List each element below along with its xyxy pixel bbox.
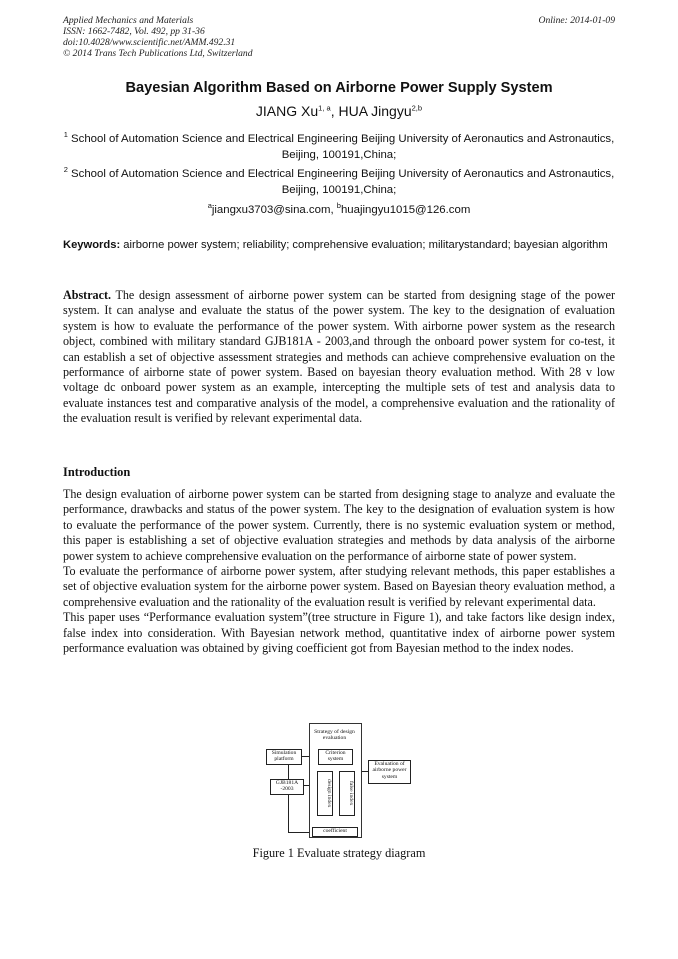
doi: doi:10.4028/www.scientific.net/AMM.492.31: [63, 37, 236, 48]
journal-header: [63, 15, 253, 59]
simulation-box: Simulation platform: [266, 749, 302, 765]
coefficient-box: coefficient: [312, 827, 358, 837]
keywords-text: airborne power system; reliability; comprehensive evaluation; militarystandard; bayesian algorithm: [120, 239, 608, 251]
affiliation-1-text: School of Automation Science and Electrical Engineering Beijing University of Aeronautics and Astronautics, Beijing, 100191,China;: [71, 133, 615, 161]
online-date: Online: 2014-01-09: [538, 15, 615, 26]
affiliation-2-num: 2: [63, 165, 68, 175]
abstract: [63, 288, 615, 427]
emails: [63, 202, 615, 218]
intro-paragraph-2: To evaluate the performance of airborne power system, after studying relevant methods, this paper establishes a set of objective evaluation system for the airborne power system. Based on Bayesian theory evaluation method, a comprehensive evaluation and the rationality of the evaluation result is verified by relevant experimental data.: [63, 564, 615, 609]
evaluation-box: Evaluation of airborne power system: [368, 760, 411, 784]
strategy-label: Strategy of design evaluation: [314, 729, 355, 742]
affiliation-2: [63, 166, 615, 198]
design-index-box: design index: [317, 771, 333, 816]
copyright: © 2014 Trans Tech Publications Ltd, Switzerland: [63, 48, 253, 59]
figure-caption: Figure 1 Evaluate strategy diagram: [252, 846, 426, 860]
author-2: HUA Jingyu: [338, 103, 412, 119]
introduction-heading: Introduction: [63, 465, 131, 479]
email-b[interactable]: huajingyu1015@126.com: [340, 204, 471, 216]
intro-paragraph-3: This paper uses “Performance evaluation system”(tree structure in Figure 1), and take factors like design index, false index into consideration. With Bayesian network method, quantitative index of airborne power system performance evaluation was obtained by giving coefficient got from Bayesian method to the index nodes.: [63, 610, 615, 656]
abstract-label: Abstract.: [63, 288, 112, 302]
affiliation-1-num: 1: [63, 130, 68, 140]
abstract-text: The design assessment of airborne power system can be started from designing stage of the power system. It can analyse and evaluate the status of the power system. The key to the designation of evaluation system is how to evaluate the performance of the power system. With airborne power system as the research object, combined with military standard GJB181A - 2003,and through the onboard power system for co-test, it can establish a set of objective assessment strategies and methods can achieve comprehensive evaluation on the performance of airborne state of power system. Based on bayesian theory evaluation method. With 28 v low voltage dc onboard power system as an example, intercepting the multiple sets of test and analysis data to evaluate instances test and comparative analysis of the model, a comprehensive evaluation and the rationality of the evaluation result is verified by relevant experimental data.: [63, 288, 615, 426]
keywords: [63, 238, 615, 253]
authors: [63, 103, 615, 119]
false-index-box: false index: [339, 771, 355, 816]
intro-paragraph-1: The design evaluation of airborne power system can be started from designing stage to analyze and evaluate the performance, drawbacks and status of the power system. The key to the designation of evaluation system is how to evaluate the performance of the power system. Currently, there is no systemic evaluation system or method, this paper is establishing a set of objective evaluation strategies and methods by data analysis of the airborne power system to achieve comprehensive evaluation on the performance of airborne state of power system.: [63, 487, 615, 563]
email-a-sup: a: [207, 201, 212, 211]
paper-title: Bayesian Algorithm Based on Airborne Power Supply System: [125, 80, 553, 96]
criterion-box: Criterion system: [318, 749, 353, 765]
introduction-body: [63, 487, 615, 656]
author-1: JIANG Xu: [255, 103, 319, 119]
email-a[interactable]: jiangxu3703@sina.com,: [211, 204, 337, 216]
author-2-sup: 2,b: [411, 103, 423, 113]
author-1-sup: 1, a: [318, 103, 331, 113]
issn: ISSN: 1662-7482, Vol. 492, pp 31-36: [63, 26, 205, 37]
gjb-box: GJB181A -2003: [270, 779, 304, 795]
affiliation-2-text: School of Automation Science and Electrical Engineering Beijing University of Aeronautics and Astronautics, Beijing, 100191,China;: [71, 168, 615, 196]
journal-name: Applied Mechanics and Materials: [63, 15, 194, 26]
author-separator: ,: [330, 103, 339, 119]
keywords-label: Keywords:: [63, 239, 121, 251]
email-b-sup: b: [336, 201, 341, 211]
affiliation-1: [63, 131, 615, 163]
